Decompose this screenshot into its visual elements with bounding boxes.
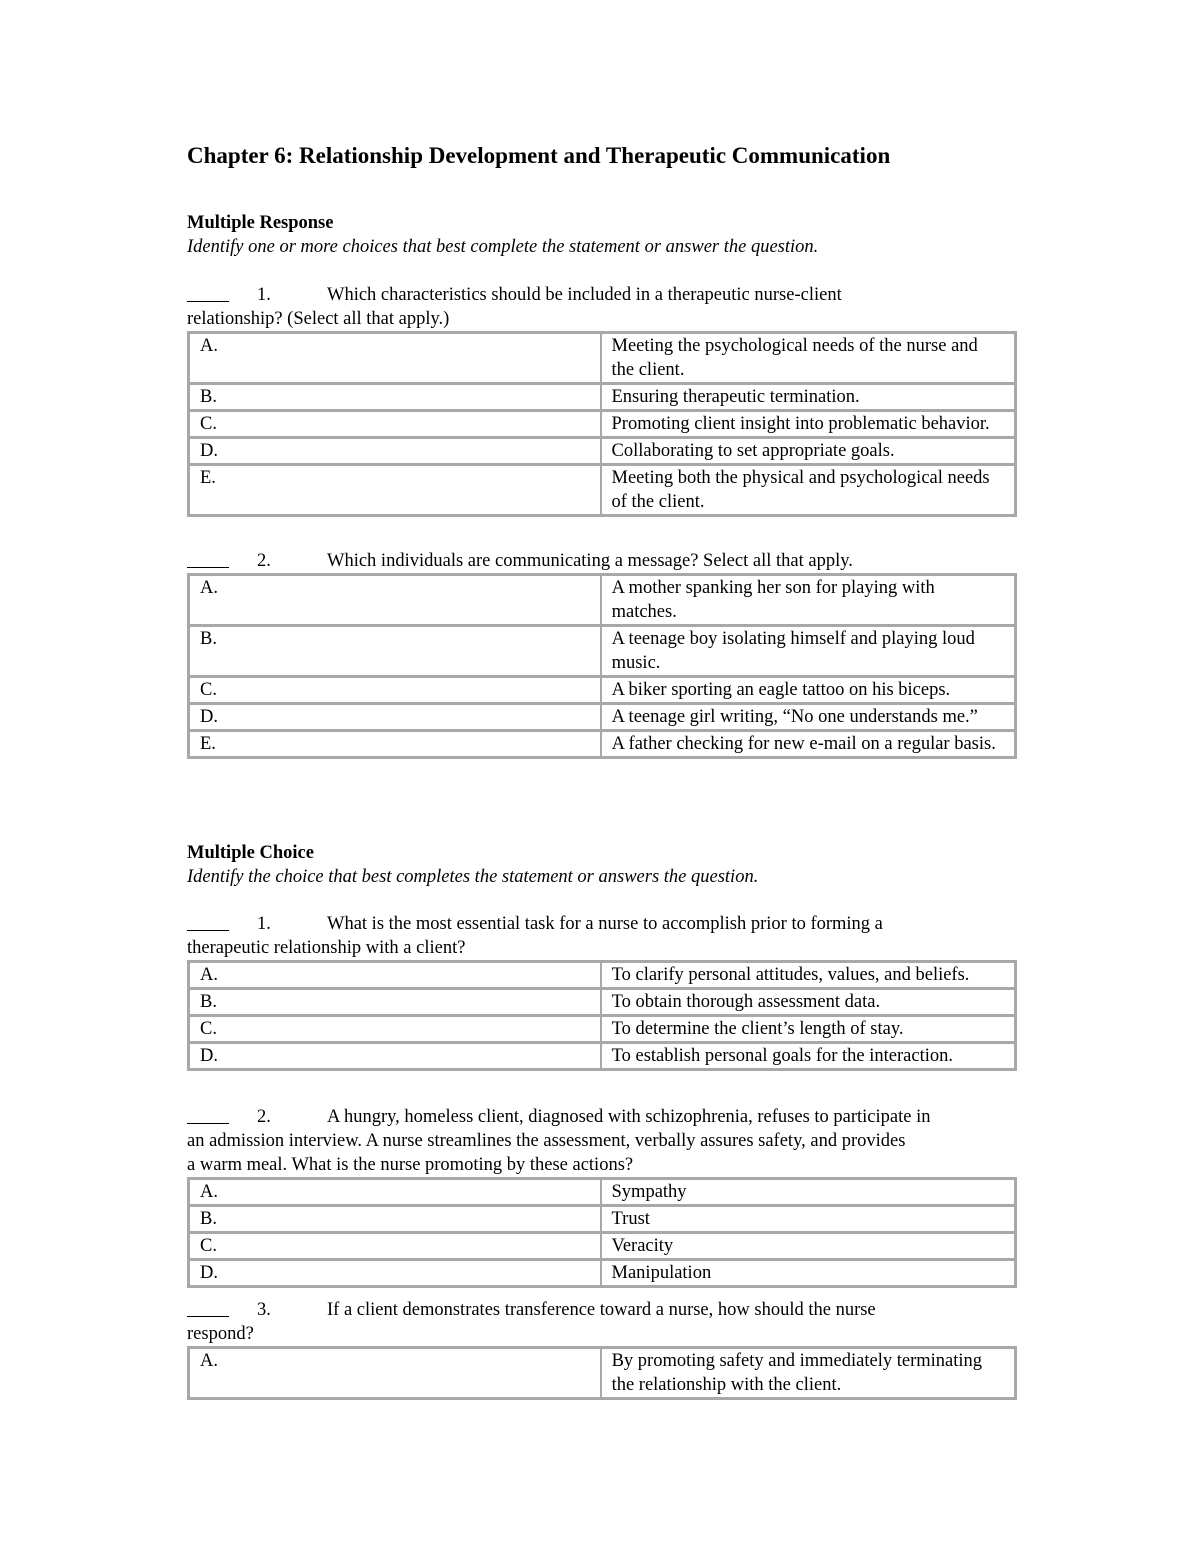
option-text: A mother spanking her son for playing with matches. (601, 575, 1015, 625)
option-text: To establish personal goals for the interaction. (601, 1042, 1015, 1069)
options-table (187, 960, 1017, 1071)
question-text-line: If a client demonstrates transference toward a nurse, how should the nurse (327, 1300, 876, 1320)
option-text: Manipulation (601, 1259, 1015, 1286)
option-row[interactable] (189, 1015, 1015, 1042)
question-text-line: Which characteristics should be included in a therapeutic nurse-client (327, 285, 842, 305)
option-letter: A. (189, 333, 601, 383)
option-text: Veracity (601, 1232, 1015, 1259)
option-row[interactable] (189, 625, 1015, 676)
option-text: A teenage girl writing, “No one understands me.” (601, 703, 1015, 730)
option-text: Ensuring therapeutic termination. (601, 383, 1016, 410)
question-text-line: A hungry, homeless client, diagnosed with schizophrenia, refuses to participate in (327, 1107, 931, 1127)
option-letter: A. (189, 962, 601, 988)
option-row[interactable] (189, 410, 1015, 437)
answer-blank[interactable] (187, 549, 229, 568)
option-row[interactable] (189, 1259, 1015, 1286)
option-row[interactable] (189, 575, 1015, 625)
question-text-line: relationship? (Select all that apply.) (187, 309, 450, 329)
option-letter: D. (189, 437, 601, 464)
option-text: Meeting the psychological needs of the nurse and the client. (601, 333, 1016, 383)
answer-blank[interactable] (187, 283, 229, 302)
option-row[interactable] (189, 1205, 1015, 1232)
option-row[interactable] (189, 1348, 1015, 1398)
option-row[interactable] (189, 703, 1015, 730)
option-letter: D. (189, 703, 601, 730)
question-text-line: therapeutic relationship with a client? (187, 938, 466, 958)
option-row[interactable] (189, 383, 1015, 410)
option-row[interactable] (189, 988, 1015, 1015)
option-text: To determine the client’s length of stay. (601, 1015, 1015, 1042)
question-text-line: What is the most essential task for a nurse to accomplish prior to forming a (327, 914, 883, 934)
section-multiple-response (187, 211, 1017, 259)
question-text-line: respond? (187, 1324, 254, 1344)
option-letter: B. (189, 625, 601, 676)
option-letter: C. (189, 1015, 601, 1042)
question-mc-1 (187, 912, 1017, 1071)
options-table (187, 1177, 1017, 1288)
option-text: Meeting both the physical and psychological needs of the client. (601, 464, 1016, 515)
option-letter: D. (189, 1259, 601, 1286)
question-text-line: a warm meal. What is the nurse promoting by these actions? (187, 1155, 634, 1175)
option-letter: C. (189, 410, 601, 437)
question-number: 1. (257, 285, 271, 305)
option-letter: A. (189, 1179, 601, 1205)
option-row[interactable] (189, 962, 1015, 988)
question-text-line: Which individuals are communicating a message? Select all that apply. (327, 551, 853, 571)
option-letter: E. (189, 464, 601, 515)
question-mr-1 (187, 283, 1017, 517)
section-heading: Multiple Response (187, 213, 334, 233)
question-number: 2. (257, 1107, 271, 1127)
option-letter: C. (189, 676, 601, 703)
option-letter: B. (189, 383, 601, 410)
option-row[interactable] (189, 333, 1015, 383)
option-letter: B. (189, 1205, 601, 1232)
section-instruction: Identify one or more choices that best complete the statement or answer the question. (187, 237, 819, 257)
chapter-title: Chapter 6: Relationship Development and Therapeutic Communication (187, 143, 891, 168)
answer-blank[interactable] (187, 912, 229, 931)
question-number: 2. (257, 551, 271, 571)
option-row[interactable] (189, 676, 1015, 703)
option-text: Promoting client insight into problematic behavior. (601, 410, 1016, 437)
option-letter: B. (189, 988, 601, 1015)
option-letter: A. (189, 575, 601, 625)
option-letter: E. (189, 730, 601, 757)
option-text: To obtain thorough assessment data. (601, 988, 1015, 1015)
options-table (187, 331, 1017, 517)
question-number: 1. (257, 914, 271, 934)
options-table (187, 573, 1017, 759)
option-letter: A. (189, 1348, 601, 1398)
question-text-line: an admission interview. A nurse streamlines the assessment, verbally assures safety, and provides (187, 1131, 906, 1151)
option-row[interactable] (189, 730, 1015, 757)
answer-blank[interactable] (187, 1105, 229, 1124)
answer-blank[interactable] (187, 1298, 229, 1317)
option-row[interactable] (189, 1232, 1015, 1259)
option-text: Collaborating to set appropriate goals. (601, 437, 1016, 464)
option-letter: C. (189, 1232, 601, 1259)
option-text: A biker sporting an eagle tattoo on his biceps. (601, 676, 1015, 703)
question-mc-3 (187, 1298, 1017, 1400)
option-text: Trust (601, 1205, 1015, 1232)
question-mr-2 (187, 549, 1017, 759)
options-table (187, 1346, 1017, 1400)
option-row[interactable] (189, 464, 1015, 515)
option-row[interactable] (189, 1042, 1015, 1069)
option-text: To clarify personal attitudes, values, and beliefs. (601, 962, 1015, 988)
section-heading: Multiple Choice (187, 843, 314, 863)
option-text: By promoting safety and immediately terminating the relationship with the client. (601, 1348, 1015, 1398)
question-mc-2 (187, 1105, 1017, 1288)
option-text: Sympathy (601, 1179, 1015, 1205)
section-multiple-choice (187, 841, 1017, 889)
option-text: A teenage boy isolating himself and playing loud music. (601, 625, 1015, 676)
option-letter: D. (189, 1042, 601, 1069)
option-row[interactable] (189, 437, 1015, 464)
section-instruction: Identify the choice that best completes the statement or answers the question. (187, 867, 759, 887)
question-number: 3. (257, 1300, 271, 1320)
option-text: A father checking for new e-mail on a regular basis. (601, 730, 1015, 757)
option-row[interactable] (189, 1179, 1015, 1205)
